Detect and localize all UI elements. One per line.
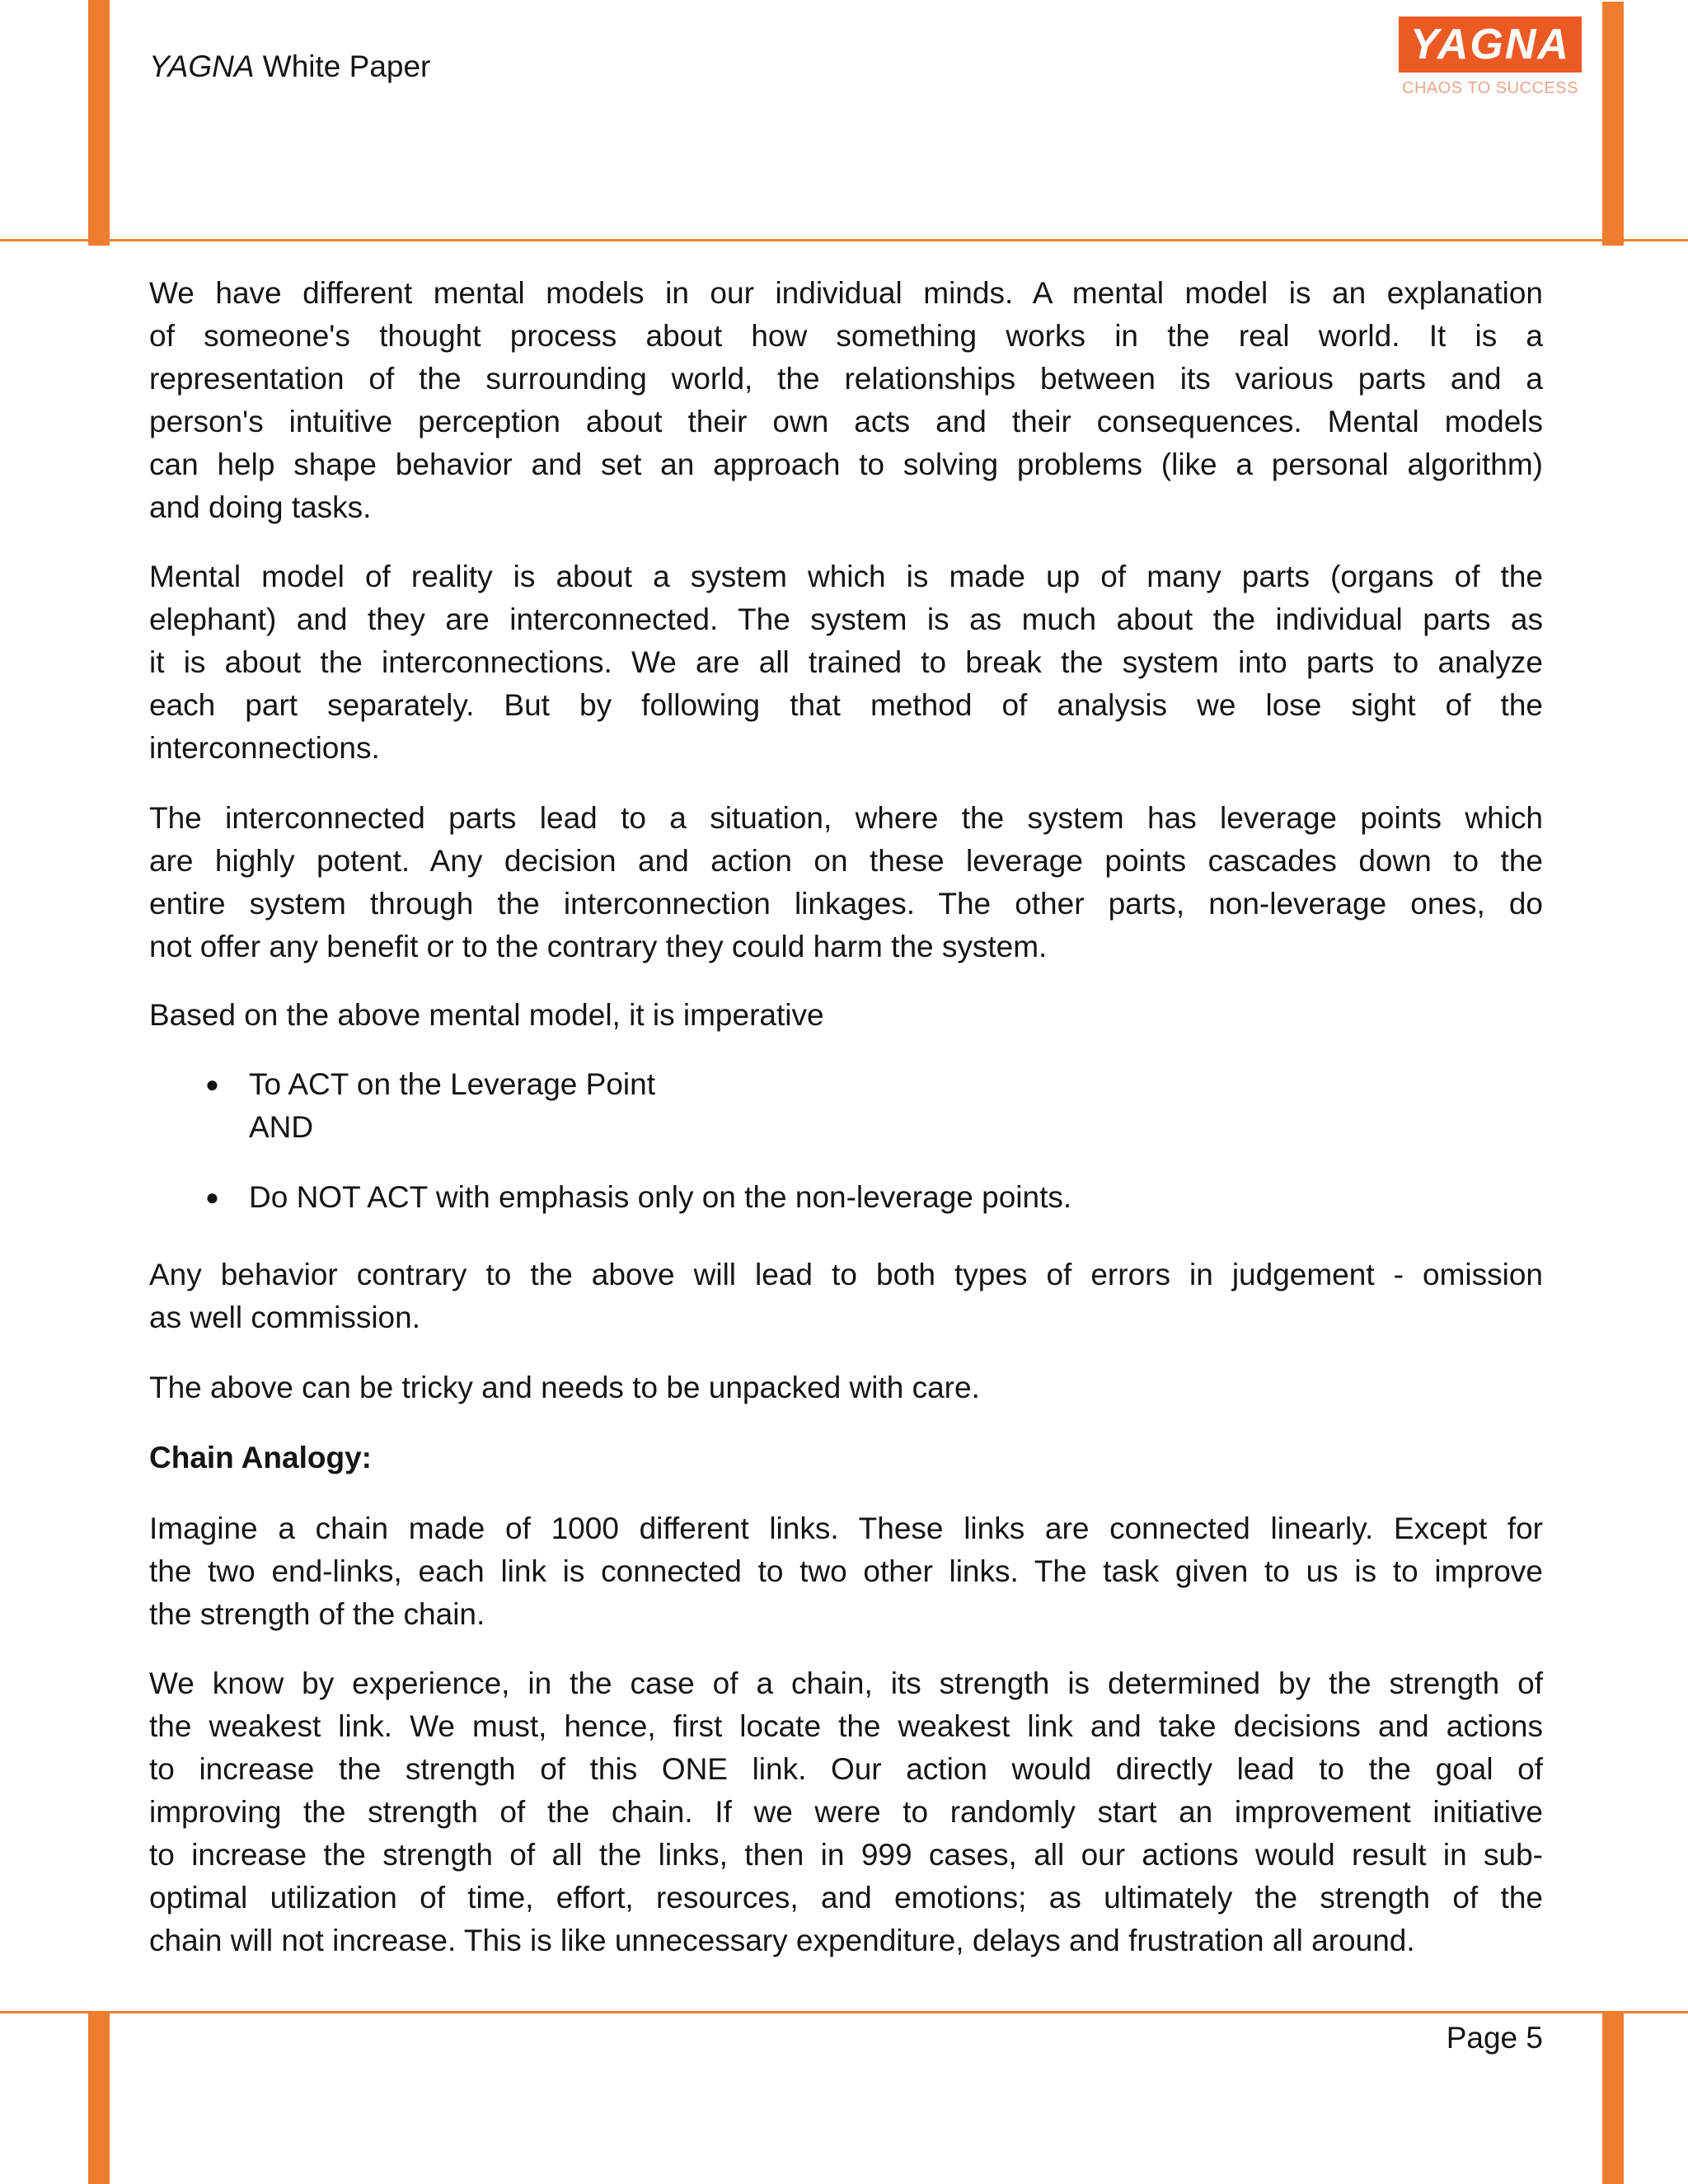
text-line: can help shape behavior and set an approach to solving problems (like a personal algorithm) [149,448,1543,481]
bullet-dot-icon: ● [205,1184,219,1210]
document-title [149,48,430,86]
text-line: the strength of the chain. [149,1597,485,1631]
text-line: to increase the strength of all the links, then in 999 cases, all our actions would result in sub- [149,1838,1543,1872]
text-line: The above can be tricky and needs to be unpacked with care. [149,1371,980,1404]
page-number: Page 5 [1446,2021,1543,2055]
text-line: entire system through the interconnection linkages. The other parts, non-leverage ones, do [149,887,1543,921]
paragraph [149,1662,1543,1962]
text-line: and doing tasks. [149,490,372,524]
text-line: Based on the above mental model, it is imperative [149,998,824,1032]
text-line: interconnections. [149,731,380,765]
text-line: improving the strength of the chain. If we were to randomly start an improvement initiative [149,1795,1543,1829]
text-line: The interconnected parts lead to a situation, where the system has leverage points which [149,801,1543,835]
text-line: the two end-links, each link is connected to two other links. The task given to us is to improve [149,1554,1543,1588]
text-line: the weakest link. We must, hence, first locate the weakest link and take decisions and actions [149,1709,1543,1743]
bullet-text: To ACT on the Leverage Point [249,1067,655,1101]
paragraph [149,1366,1543,1409]
text-line: We know by experience, in the case of a chain, its strength is determined by the strength of [149,1666,1543,1700]
text-line: Any behavior contrary to the above will lead to both types of errors in judgement - omission [149,1258,1543,1291]
text-line: chain will not increase. This is like unnecessary expenditure, delays and frustration all around. [149,1924,1415,1957]
text-line: optimal utilization of time, effort, resources, and emotions; as ultimately the strength of the [149,1881,1543,1915]
paragraph [149,272,1543,529]
footer-divider [0,2011,1688,2013]
text-line: elephant) and they are interconnected. The system is as much about the individual parts as [149,602,1543,636]
bullet-dot-icon: ● [205,1071,219,1097]
bullet-text: Do NOT ACT with emphasis only on the non-leverage points. [249,1180,1072,1214]
paragraph [149,994,1543,1037]
title-brand: YAGNA [149,49,255,83]
left-bottom-accent-bar [88,2013,110,2184]
text-line: representation of the surrounding world, the relationships between its various parts and a [149,362,1543,396]
paragraph [149,1507,1543,1636]
bullet-text: AND [249,1110,314,1144]
yagna-logo: YAGNA [1399,16,1582,73]
text-line: to increase the strength of this ONE link. Our action would directly lead to the goal of [149,1752,1543,1786]
text-line: not offer any benefit or to the contrary they could harm the system. [149,930,1048,963]
right-bottom-accent-bar [1602,2013,1624,2184]
section-heading: Chain Analogy: [149,1441,372,1474]
text-line: are highly potent. Any decision and action on these leverage points cascades down to the [149,844,1543,878]
text-line: Mental model of reality is about a system which is made up of many parts (organs of the [149,560,1543,593]
right-top-accent-bar [1602,2,1624,246]
paragraph [149,1254,1543,1339]
left-top-accent-bar [88,0,110,246]
bullet-item [205,1063,655,1149]
header-divider [0,239,1688,241]
text-line: each part separately. But by following that method of analysis we lose sight of the [149,688,1543,722]
text-line: it is about the interconnections. We are all trained to break the system into parts to analyze [149,645,1543,679]
text-line: as well commission. [149,1301,420,1334]
bullet-item [205,1176,1072,1219]
text-line: We have different mental models in our individual minds. A mental model is an explanation [149,276,1543,310]
text-line: person's intuitive perception about their own acts and their consequences. Mental models [149,405,1543,438]
text-line: Imagine a chain made of 1000 different links. These links are connected linearly. Except for [149,1511,1543,1545]
logo-tagline: CHAOS TO SUCCESS [1402,79,1578,97]
paragraph [149,555,1543,770]
paragraph [149,797,1543,968]
title-rest: White Paper [254,49,431,83]
text-line: of someone's thought process about how something works in the real world. It is a [149,319,1543,353]
